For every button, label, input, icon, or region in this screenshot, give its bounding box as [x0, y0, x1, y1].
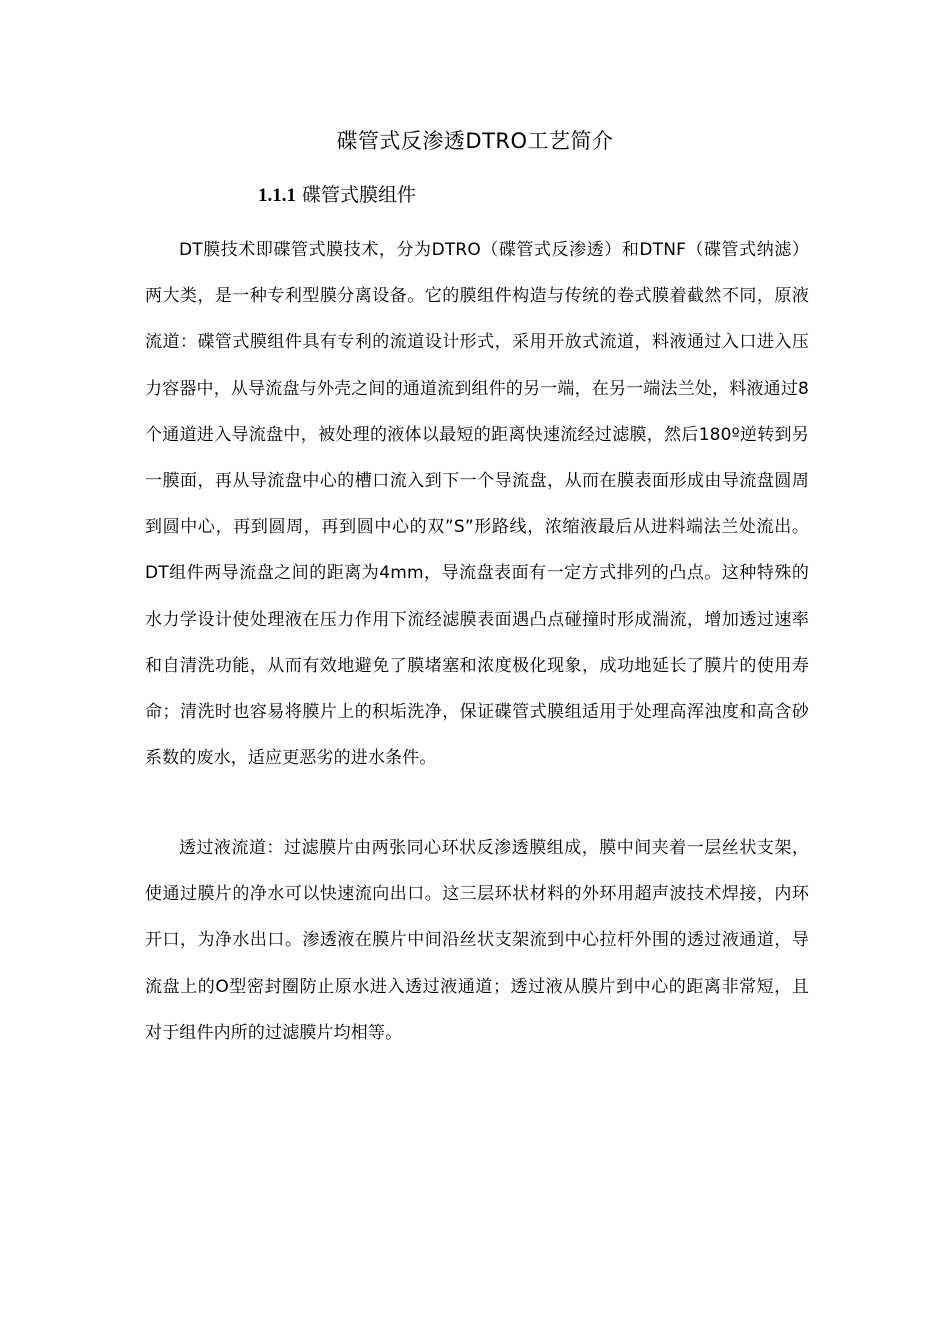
- section-heading: [258, 180, 416, 211]
- document-title: 碟管式反渗透DTRO工艺简介: [336, 129, 614, 153]
- paragraph-feed-channel: DT膜技术即碟管式膜技术，分为DTRO（碟管式反渗透）和DTNF（碟管式纳滤）两大类，是一种专利型膜分离设备。它的膜组件构造与传统的卷式膜着截然不同，原液流道：碟管式膜组件具有专利的流道设计形式，采用开放式流道，料液通过入口进入压力容器中，从导流盘与外壳之间的通道流到组件的另一端，在另一端法兰处，料液通过8个通道进入导流盘中，被处理的液体以最短的距离快速流经过滤膜，然后180º逆转到另一膜面，再从导流盘中心的槽口流入到下一个导流盘，从而在膜表面形成由导流盘圆周到圆中心，再到圆周，再到圆中心的双”S”形路线，浓缩液最后从进料端法兰处流出。DT组件两导流盘之间的距离为4mm，导流盘表面有一定方式排列的凸点。这种特殊的水力学设计使处理液在压力作用下流经滤膜表面遇凸点碰撞时形成湍流，增加透过速率和自清洗功能，从而有效地避免了膜堵塞和浓度极化现象，成功地延长了膜片的使用寿命；清洗时也容易将膜片上的积垢洗净，保证碟管式膜组适用于处理高浑浊度和高含砂系数的废水，适应更恶劣的进水条件。: [145, 240, 809, 769]
- section-title: 碟管式膜组件: [302, 184, 417, 206]
- paragraph-permeate-channel: 透过液流道：过滤膜片由两张同心环状反渗透膜组成，膜中间夹着一层丝状支架，使通过膜片的净水可以快速流向出口。这三层环状材料的外环用超声波技术焊接，内环开口，为净水出口。渗透液在膜片中间沿丝状支架流到中心拉杆外围的透过液通道，导流盘上的O型密封圈防止原水进入透过液通道；透过液从膜片到中心的距离非常短，且对于组件内所的过滤膜片均相等。: [145, 838, 809, 1043]
- section-number: 1.1.1: [258, 185, 296, 206]
